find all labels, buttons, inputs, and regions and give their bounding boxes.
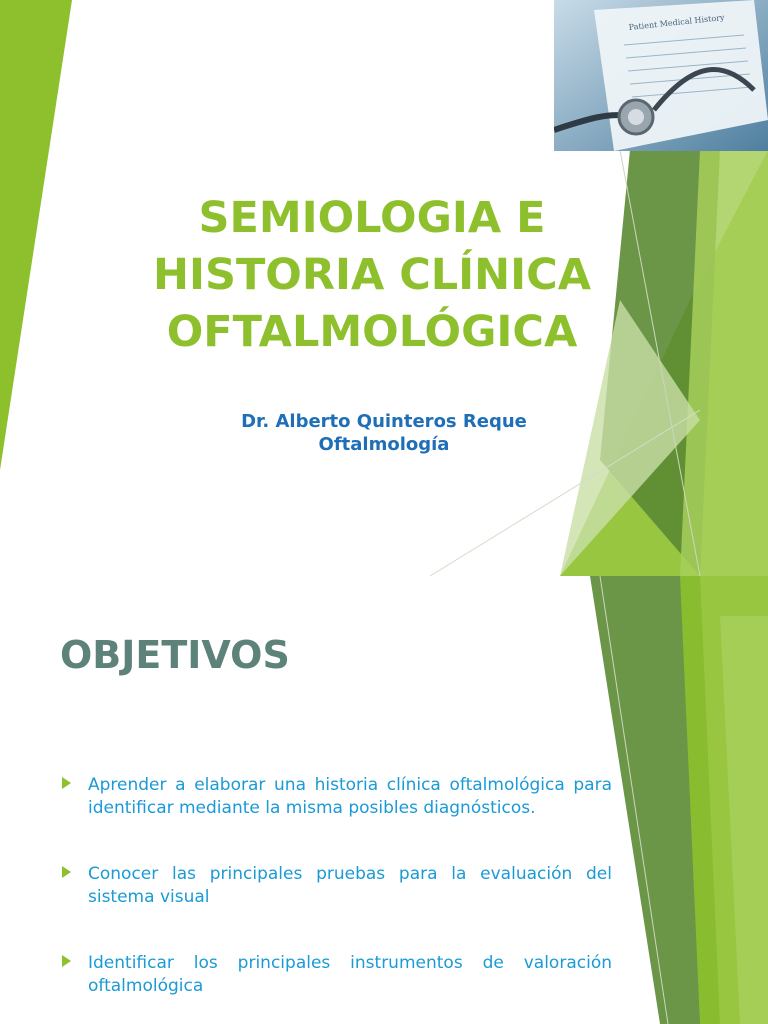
triangle-bullet-icon [62, 866, 71, 878]
list-item [60, 952, 612, 998]
objectives-list [60, 774, 612, 998]
svg-text:Patient Medical History: Patient Medical History [628, 12, 725, 32]
presentation-subtitle [180, 410, 588, 456]
left-green-stripe [0, 0, 72, 470]
author-name: Dr. Alberto Quinteros Reque [241, 411, 527, 432]
stethoscope-image [554, 0, 768, 151]
medical-history-photo [554, 0, 768, 151]
list-item [60, 774, 612, 820]
author-department: Oftalmología [318, 434, 450, 455]
list-item [60, 863, 612, 909]
slide-heading: OBJETIVOS [60, 633, 290, 677]
objectives-slide [0, 576, 768, 1024]
title-line: OFTALMOLÓGICA [166, 307, 578, 357]
presentation-title [120, 190, 624, 361]
title-line: SEMIOLOGIA E [198, 193, 546, 243]
title-line: HISTORIA CLÍNICA [153, 250, 591, 300]
triangle-bullet-icon [62, 777, 71, 789]
list-item-text: Conocer las principales pruebas para la evaluación del sistema visual [88, 864, 612, 907]
list-item-text: Identificar los principales instrumentos de valoración oftalmológica [88, 953, 612, 996]
triangle-bullet-icon [62, 955, 71, 967]
list-item-text: Aprender a elaborar una historia clínica oftalmológica para identificar mediante la misma posibles diagnósticos. [88, 775, 612, 818]
